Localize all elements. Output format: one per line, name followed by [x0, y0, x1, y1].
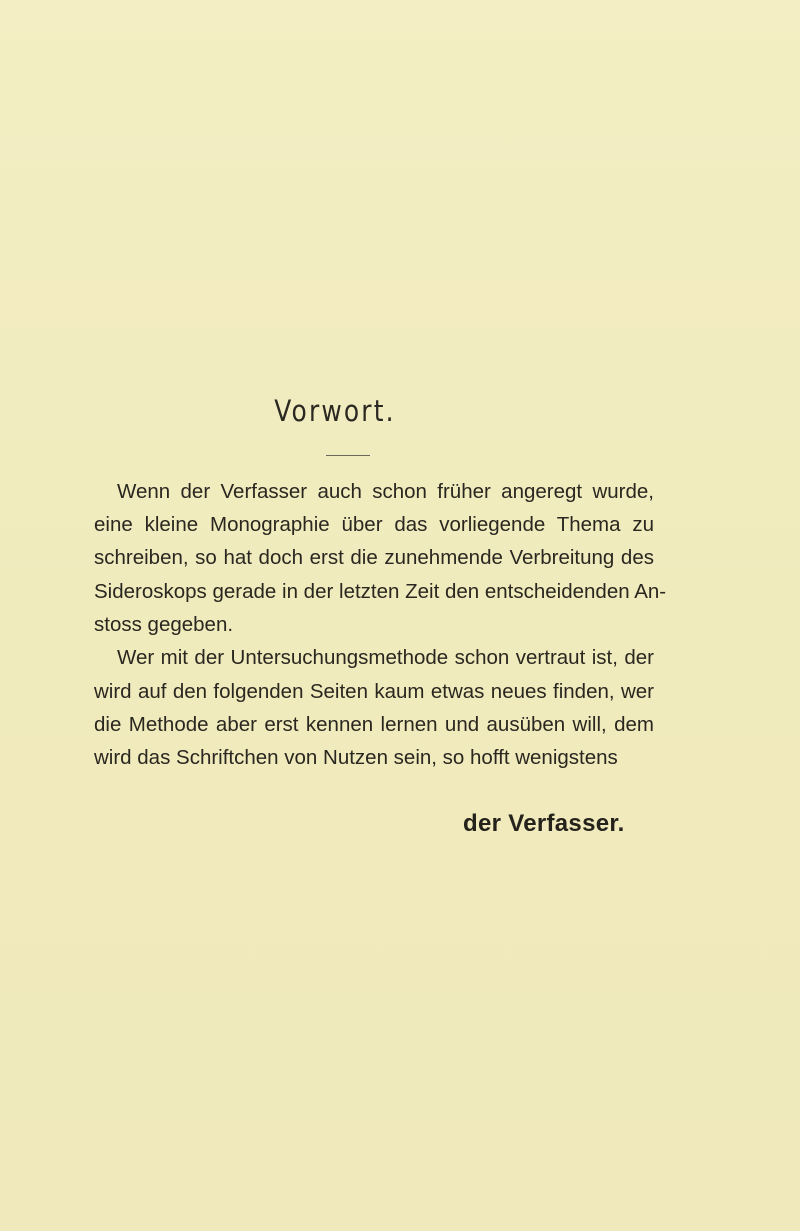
page-title: Vorwort. — [274, 394, 396, 428]
paragraph-1-line-3: schreiben, so hat doch erst die zunehmende Verbreitung des — [94, 546, 654, 569]
paragraph-2-line-3: die Methode aber erst kennen lernen und ausüben will, dem — [94, 713, 654, 736]
title-divider — [326, 455, 370, 456]
paragraph-1-line-1: Wenn der Verfasser auch schon früher angeregt wurde, — [117, 480, 654, 503]
paragraph-2-line-4: wird das Schriftchen von Nutzen sein, so hofft wenigstens — [94, 746, 618, 769]
paragraph-2-line-2: wird auf den folgenden Seiten kaum etwas neues finden, wer — [94, 680, 654, 703]
signature: der Verfasser. — [463, 810, 625, 837]
paragraph-1-line-4: Sideroskops gerade in der letzten Zeit den entscheidenden An- — [94, 580, 667, 603]
paragraph-2-line-1: Wer mit der Untersuchungsmethode schon vertraut ist, der — [117, 646, 654, 669]
paragraph-1-line-2: eine kleine Monographie über das vorliegende Thema zu — [94, 513, 654, 536]
paragraph-1-line-5: stoss gegeben. — [94, 613, 234, 636]
